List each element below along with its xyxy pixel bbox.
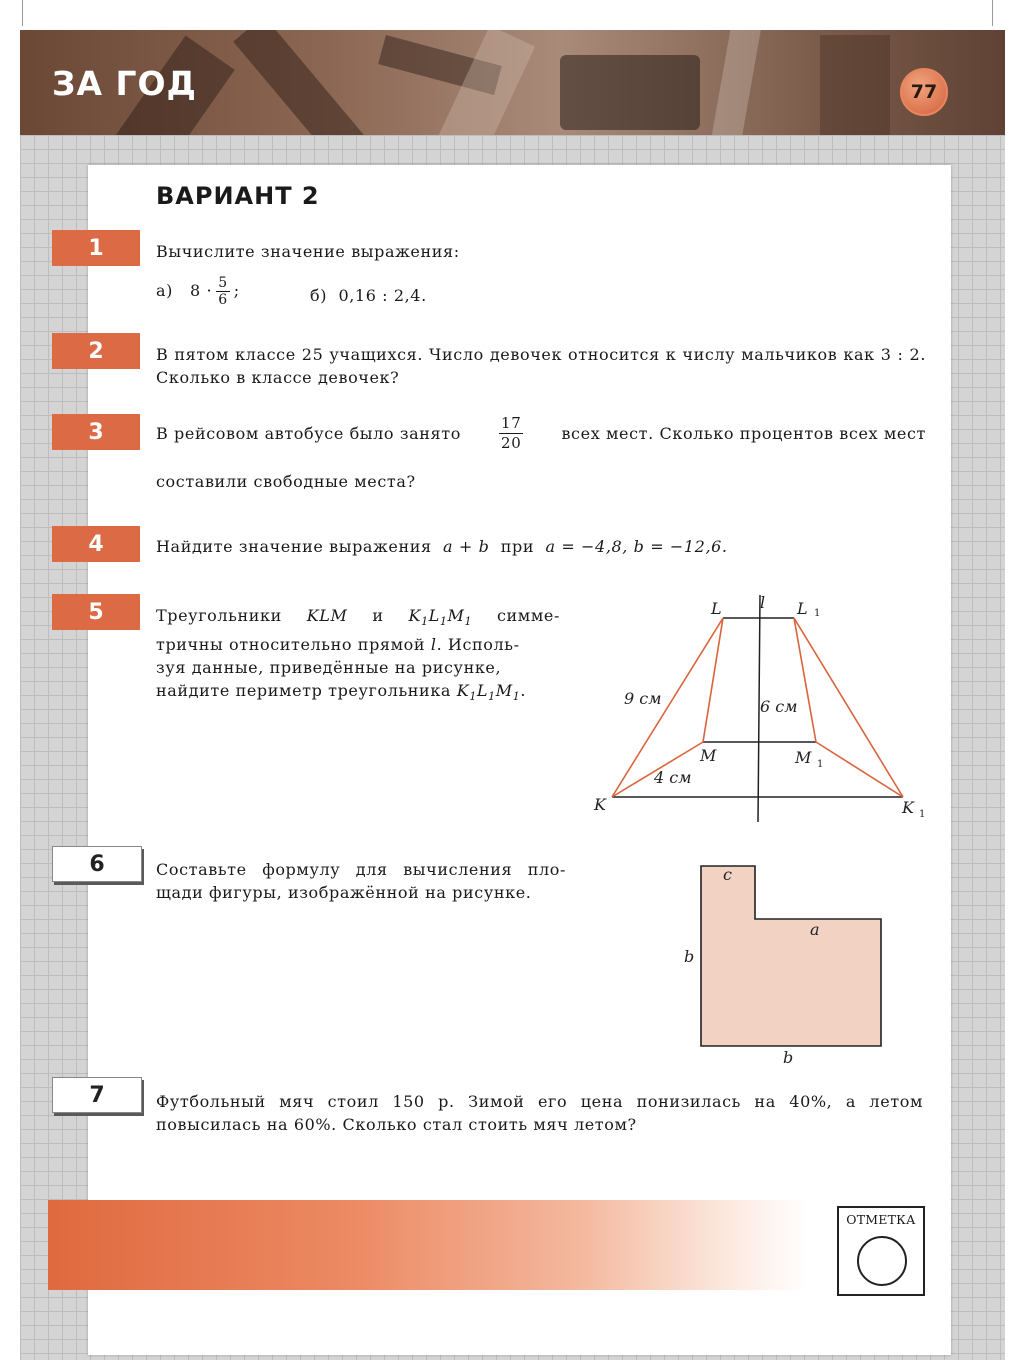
task-7-text: Футбольный мяч стоил 150 р. Зимой его цена понизилась на 40%, а летом повысилась на 60%. Сколько стал стоить мяч летом?	[156, 1092, 923, 1134]
dim-km: 4 см	[654, 768, 692, 787]
label-k: K	[594, 795, 606, 814]
task-5-text: Треугольники KLM и $K_1L_1M_1$ симме- тричны относительно прямой l. Исполь- зуя данные, приведённые на рисунке, найдите периметр треугольника $K_1L_1M_1$.	[156, 606, 560, 704]
label-k1: K	[902, 798, 914, 817]
task-4-text: Найдите значение выражения a + b при a = −4,8, b = −12,6.	[156, 537, 728, 556]
task-1-part-a: а) 8 · $\frac{5}{6}$ ;	[156, 275, 240, 308]
grade-label: ОТМЕТКА	[846, 1212, 916, 1227]
segment-m1k1	[816, 742, 903, 797]
label-axis-l: l	[760, 593, 766, 612]
label-l1: L	[797, 599, 808, 618]
crop-mark	[22, 0, 23, 26]
dim-kl: 9 см	[624, 689, 662, 708]
task-3-line-1: В рейсовом автобусе было занято $\frac{17}{20}$ всех мест. Сколько процентов всех мест	[156, 414, 926, 452]
task-1-text: Вычислите значение выражения:	[156, 242, 460, 261]
label-b-bottom: b	[783, 1048, 794, 1067]
l-shape	[701, 866, 881, 1046]
task-3-line-2: составили свободные места?	[156, 472, 416, 491]
figure-5-triangles	[580, 590, 940, 830]
label-c: c	[723, 865, 732, 884]
section-title: ЗА ГОД	[52, 64, 197, 103]
task-1-part-b: б) 0,16 : 2,4.	[310, 286, 427, 305]
variant-title: ВАРИАНТ 2	[156, 182, 320, 210]
svg-text:1: 1	[919, 809, 926, 820]
label-m: M	[700, 746, 717, 765]
svg-text:1: 1	[817, 759, 824, 770]
task-number-1: 1	[52, 230, 140, 266]
task-number-7: 7	[52, 1077, 142, 1113]
task-6-text: Составьте формулу для вычисления пло-щади фигуры, изображённой на рисунке.	[156, 860, 566, 902]
crop-mark	[992, 0, 993, 26]
label-l: L	[711, 599, 722, 618]
figure-6-shape	[672, 860, 902, 1070]
task-number-2: 2	[52, 333, 140, 369]
label-b-left: b	[684, 947, 695, 966]
task-number-6: 6	[52, 846, 142, 882]
task-2-text: В пятом классе 25 учащихся. Число девочек относится к числу мальчиков как 3 : 2. Сколько в классе девочек?	[156, 345, 926, 387]
dim-axis: 6 см	[760, 697, 798, 716]
page-number-badge: 77	[900, 68, 948, 116]
task-number-4: 4	[52, 526, 140, 562]
segment-lm	[703, 618, 723, 742]
label-m1: M	[795, 748, 812, 767]
grade-box	[837, 1206, 925, 1296]
task-number-3: 3	[52, 414, 140, 450]
grade-circle	[857, 1236, 907, 1286]
label-a: a	[810, 920, 820, 939]
svg-text:1: 1	[814, 608, 821, 619]
answer-bar	[48, 1200, 808, 1290]
task-number-5: 5	[52, 594, 140, 630]
